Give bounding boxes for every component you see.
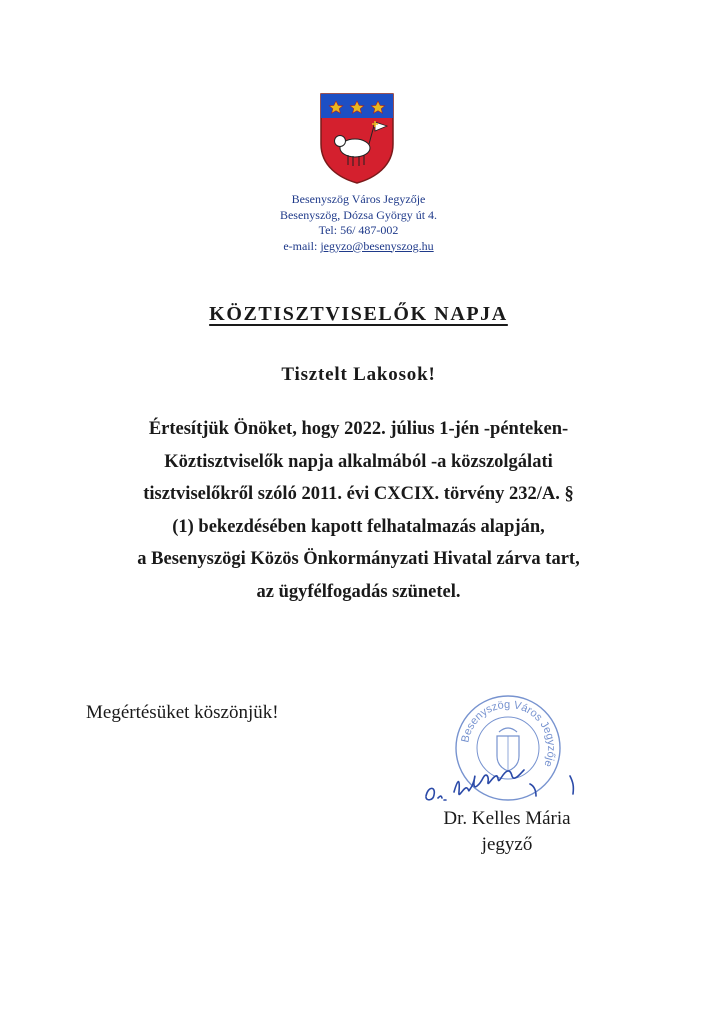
notice-body-line: Értesítjük Önöket, hogy 2022. július 1-jén -pénteken-: [148, 419, 569, 439]
notice-body: [50, 413, 667, 608]
letterhead-phone: Tel: 56/ 487-002: [318, 223, 399, 237]
email-link[interactable]: jegyzo@besenyszog.hu: [320, 238, 434, 253]
notice-body-line: a Besenyszögi Közös Önkormányzati Hivatal zárva tart,: [137, 549, 580, 569]
municipal-coat-of-arms-icon: [319, 92, 395, 184]
stamp-text: Besenyszög Város Jegyzője: [459, 698, 558, 769]
notice-body-line: (1) bekezdésében kapott felhatalmazás alapján,: [172, 516, 545, 537]
notice-body-line: tisztviselőkről szóló 2011. évi CXCIX. törvény 232/A. §: [143, 484, 574, 504]
signer-title: jegyző: [481, 834, 533, 855]
closing-thanks: Megértésüket köszönjük!: [86, 702, 279, 723]
letterhead-address-line: Besenyszög, Dózsa György út 4.: [279, 207, 438, 222]
notice-title: KÖZTISZTVISELŐK NAPJA: [209, 303, 508, 325]
notice-body-line: az ügyfélfogadás szünetel.: [256, 581, 461, 602]
letterhead-address: [0, 192, 717, 254]
letterhead-office: Besenyszög Város Jegyzője: [291, 192, 426, 206]
handwritten-signature: [420, 762, 600, 812]
notice-greeting: Tisztelt Lakosok!: [281, 364, 436, 385]
signer-block: [422, 806, 592, 858]
letterhead-email-row: [0, 239, 717, 255]
notice-body-line: Köztisztviselők napja alkalmából -a közszolgálati: [164, 451, 553, 472]
signer-name: Dr. Kelles Mária: [443, 808, 571, 829]
email-label: e-mail:: [283, 238, 318, 253]
